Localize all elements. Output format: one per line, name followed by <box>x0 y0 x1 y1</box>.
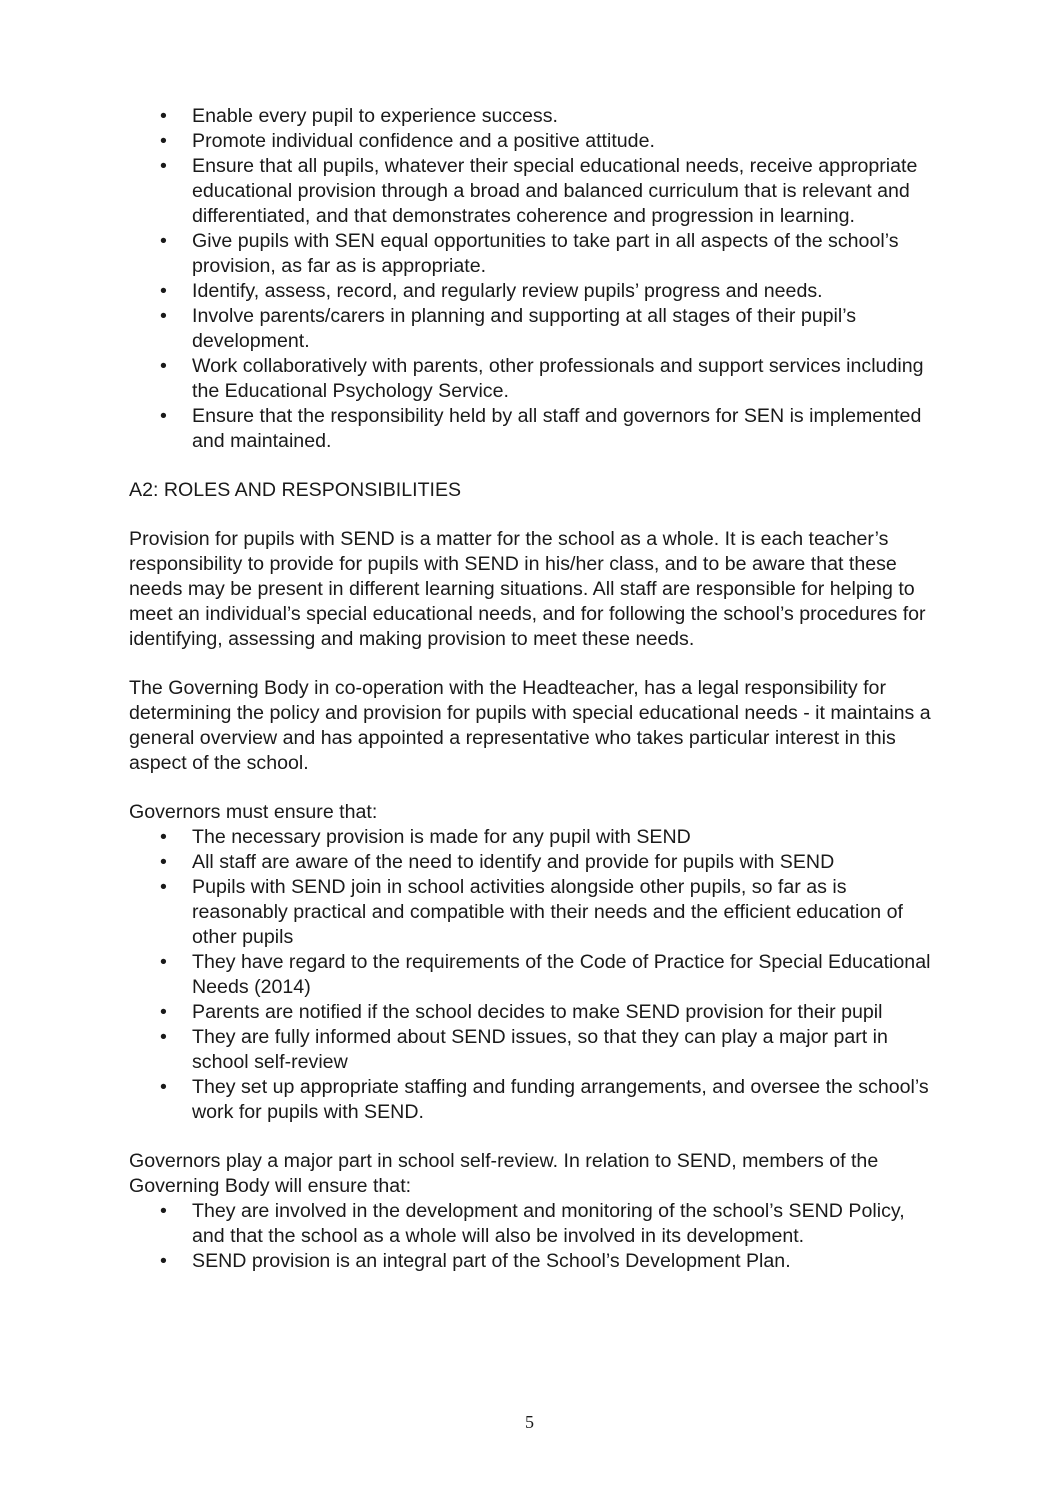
list-item: • They are fully informed about SEND issues, so that they can play a major part in school self-review <box>192 1025 939 1075</box>
list-item: • Give pupils with SEN equal opportunities to take part in all aspects of the school’s provision, as far as is appropriate. <box>192 229 939 279</box>
paragraph-self-review: Governors play a major part in school self-review. In relation to SEND, members of the Governing Body will ensure that: <box>129 1150 879 1197</box>
paragraph-governors-must: Governors must ensure that: <box>129 801 378 823</box>
list-item: • Identify, assess, record, and regularly review pupils’ progress and needs. <box>192 279 939 304</box>
aims-list <box>129 104 939 454</box>
list-item: • SEND provision is an integral part of the School’s Development Plan. <box>192 1249 939 1274</box>
list-item: • All staff are aware of the need to identify and provide for pupils with SEND <box>192 850 939 875</box>
section-heading: A2: ROLES AND RESPONSIBILITIES <box>129 479 462 501</box>
list-item: • Ensure that the responsibility held by all staff and governors for SEN is implemented and maintained. <box>192 404 939 454</box>
paragraph-provision: Provision for pupils with SEND is a matter for the school as a whole. It is each teacher’s responsibility to provide for pupils with SEND in his/her class, and to be aware that these needs may be present in different learning situations. All staff are responsible for helping to meet an individual’s special educational needs, and for following the school’s procedures for identifying, assessing and making provision to meet these needs. <box>129 528 926 650</box>
page-number: 5 <box>525 1412 534 1432</box>
list-item: • Parents are notified if the school decides to make SEND provision for their pupil <box>192 1000 939 1025</box>
list-item: • Pupils with SEND join in school activities alongside other pupils, so far as is reasonably practical and compatible with their needs and the efficient education of other pupils <box>192 875 939 950</box>
list-item: • They set up appropriate staffing and funding arrangements, and oversee the school’s work for pupils with SEND. <box>192 1075 939 1125</box>
list-item: • They are involved in the development and monitoring of the school’s SEND Policy, and that the school as a whole will also be involved in its development. <box>192 1199 939 1249</box>
page-content <box>129 104 939 1274</box>
list-item: • Enable every pupil to experience success. <box>192 104 939 129</box>
list-item: • Involve parents/carers in planning and supporting at all stages of their pupil’s development. <box>192 304 939 354</box>
list-item: • The necessary provision is made for any pupil with SEND <box>192 825 939 850</box>
self-review-list <box>129 1199 939 1274</box>
list-item: • Ensure that all pupils, whatever their special educational needs, receive appropriate educational provision through a broad and balanced curriculum that is relevant and differentiated, and that demonstrates coherence and progression in learning. <box>192 154 939 229</box>
list-item: • Work collaboratively with parents, other professionals and support services including the Educational Psychology Service. <box>192 354 939 404</box>
list-item: • They have regard to the requirements of the Code of Practice for Special Educational Needs (2014) <box>192 950 939 1000</box>
paragraph-governing-body: The Governing Body in co-operation with the Headteacher, has a legal responsibility for determining the policy and provision for pupils with special educational needs - it maintains a general overview and has appointed a representative who takes particular interest in this aspect of the school. <box>129 677 931 774</box>
governors-duties-list <box>129 825 939 1125</box>
list-item: • Promote individual confidence and a positive attitude. <box>192 129 939 154</box>
